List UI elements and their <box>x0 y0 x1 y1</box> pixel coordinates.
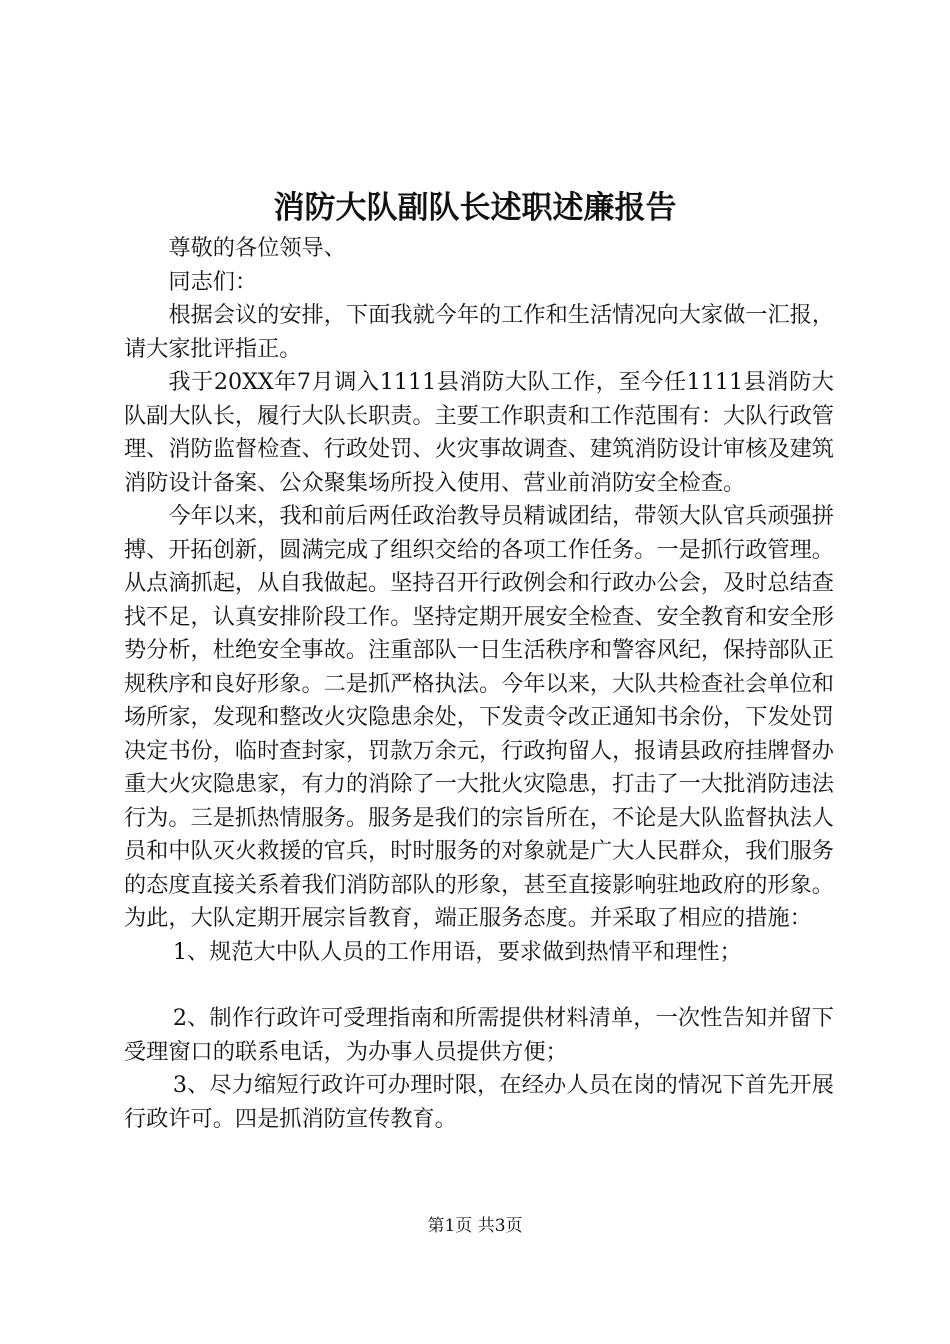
duties-paragraph: 我于20XX年7月调入1111县消防大队工作，至今任1111县消防大队副大队长，履行大队长职责。主要工作职责和工作范围有：大队行政管理、消防监督检查、行政处罚、火灾事故调查、建筑消防设计审核及建筑消防设计备案、公众聚集场所投入使用、营业前消防安全检查。 <box>124 369 834 496</box>
work-summary-paragraph: 今年以来，我和前后两任政治教导员精诚团结，带领大队官兵顽强拼搏、开拓创新，圆满完成了组织交给的各项工作任务。一是抓行政管理。从点滴抓起，从自我做起。坚持召开行政例会和行政办公会，及时总结查找不足，认真安排阶段工作。坚持定期开展安全检查、安全教育和安全形势分析，杜绝安全事故。注重部队一日生活秩序和警容风纪，保持部队正规秩序和良好形象。二是抓严格执法。今年以来，大队共检查社会单位和场所家，发现和整改火灾隐患余处，下发责令改正通知书余份，下发处罚决定书份，临时查封家，罚款万余元，行政拘留人，报请县政府挂牌督办重大火灾隐患家，有力的消除了一大批火灾隐患，打击了一大批消防违法行为。三是抓热情服务。服务是我们的宗旨所在，不论是大队监督执法人员和中队灭火救援的官兵，时时服务的对象就是广大人民群众，我们服务的态度直接关系着我们消防部队的形象，甚至直接影响驻地政府的形象。为此，大队定期开展宗旨教育，端正服务态度。并采取了相应的措施： <box>124 503 835 931</box>
document-body <box>124 232 834 1136</box>
measure-item-2: 2、制作行政许可受理指南和所需提供材料清单，一次性告知并留下受理窗口的联系电话，为办事人员提供方便； <box>124 1005 834 1065</box>
page-number-footer: 第1页 共3页 <box>427 1216 523 1236</box>
measure-item-3: 3、尽力缩短行政许可办理时限，在经办人员在岗的情况下首先开展行政许可。四是抓消防宣传教育。 <box>124 1072 834 1132</box>
intro-paragraph: 根据会议的安排，下面我就今年的工作和生活情况向大家做一汇报，请大家批评指正。 <box>124 302 835 362</box>
salutation-line-2: 同志们： <box>168 268 258 295</box>
measure-item-1: 1、规范大中队人员的工作用语，要求做到热情平和理性； <box>172 938 742 965</box>
salutation-line-1: 尊敬的各位领导、 <box>168 235 346 261</box>
document-title: 消防大队副队长述职述廉报告 <box>273 190 677 226</box>
